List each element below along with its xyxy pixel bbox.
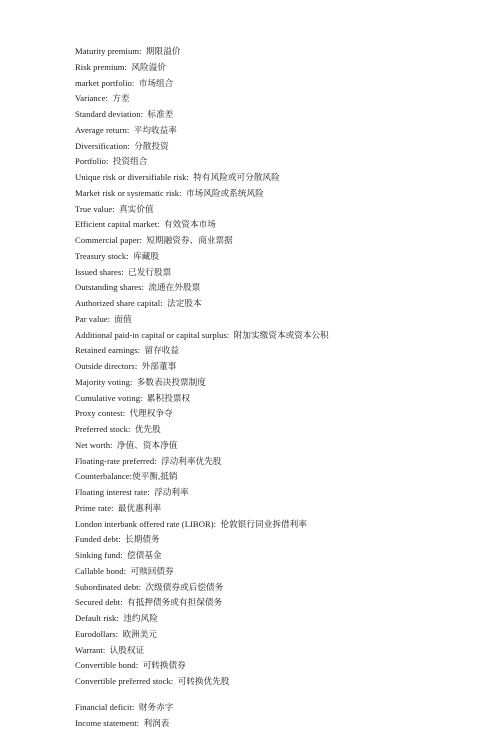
glossary-entry — [75, 485, 475, 501]
glossary-term: Standard deviation — [75, 109, 141, 119]
glossary-definition: 附加实缴资本或资本公积 — [234, 330, 329, 340]
glossary-definition: 净值、资本净值 — [117, 440, 178, 450]
glossary-term: Par value — [75, 314, 108, 324]
glossary-separator: : — [106, 156, 113, 166]
glossary-term: True value — [75, 204, 112, 214]
glossary-term: Portfolio — [75, 156, 106, 166]
glossary-definition: 可转换债券 — [143, 660, 186, 670]
glossary-entry — [75, 548, 475, 564]
glossary-term: Retained earnings — [75, 345, 138, 355]
glossary-separator: : — [128, 424, 135, 434]
glossary-entry — [75, 643, 475, 659]
glossary-entry — [75, 406, 475, 422]
glossary-definition: 法定股本 — [167, 298, 202, 308]
glossary-term: Income statement — [75, 718, 137, 728]
glossary-term: Outside directors — [75, 361, 135, 371]
glossary-definition: 最优惠利率 — [118, 503, 161, 513]
glossary-entry — [75, 611, 475, 627]
glossary-definition: 认股权证 — [110, 645, 145, 655]
glossary-list — [75, 44, 475, 731]
glossary-entry — [75, 76, 475, 92]
glossary-term: London interbank offered rate (LIBOR) — [75, 519, 214, 529]
glossary-entry — [75, 249, 475, 265]
glossary-entry — [75, 375, 475, 391]
glossary-definition: 有抵押债务或有担保债务 — [127, 597, 222, 607]
glossary-entry — [75, 280, 475, 296]
glossary-definition: 违约风险 — [123, 613, 158, 623]
glossary-definition: 使平衡,抵销 — [132, 471, 177, 481]
glossary-definition: 市场风险或系统风险 — [186, 188, 264, 198]
glossary-term: Risk premium — [75, 62, 125, 72]
glossary-definition: 库藏股 — [133, 251, 159, 261]
glossary-definition: 次级债券或后偿债务 — [145, 582, 223, 592]
glossary-separator: : — [138, 345, 145, 355]
glossary-definition: 有效资本市场 — [164, 219, 216, 229]
glossary-separator: : — [112, 204, 119, 214]
glossary-separator: : — [116, 613, 123, 623]
glossary-definition: 平均收益率 — [134, 125, 177, 135]
glossary-entry — [75, 438, 475, 454]
glossary-separator: : — [127, 141, 134, 151]
glossary-entry — [75, 107, 475, 123]
glossary-separator: : — [120, 550, 127, 560]
glossary-term: Convertible bond — [75, 660, 136, 670]
glossary-term: Additional paid-in capital or capital surplus — [75, 330, 227, 340]
glossary-entry — [75, 217, 475, 233]
glossary-separator: : — [227, 330, 234, 340]
glossary-entry — [75, 580, 475, 596]
glossary-term: Cumulative voting — [75, 393, 140, 403]
glossary-entry — [75, 265, 475, 281]
glossary-term: Variance — [75, 93, 105, 103]
glossary-entry — [75, 422, 475, 438]
glossary-definition: 分散投资 — [134, 141, 169, 151]
glossary-entry — [75, 312, 475, 328]
glossary-separator: : — [136, 660, 143, 670]
glossary-definition: 可赎回债券 — [130, 566, 173, 576]
glossary-entry — [75, 700, 475, 716]
glossary-separator: : — [132, 702, 139, 712]
glossary-term: Authorized share capital — [75, 298, 160, 308]
glossary-separator: : — [186, 172, 193, 182]
glossary-definition: 多数表决投票制度 — [137, 377, 206, 387]
glossary-separator: : — [135, 361, 142, 371]
glossary-term: Majority voting — [75, 377, 130, 387]
glossary-term: Unique risk or diversifiable risk — [75, 172, 186, 182]
glossary-term: Counterbalance — [75, 471, 130, 481]
glossary-term: market portfolio — [75, 78, 132, 88]
glossary-entry — [75, 674, 475, 690]
glossary-entry — [75, 658, 475, 674]
glossary-entry — [75, 154, 475, 170]
glossary-definition: 代理权争夺 — [130, 408, 173, 418]
glossary-term: Callable bond — [75, 566, 124, 576]
glossary-separator: : — [124, 566, 131, 576]
glossary-definition: 特有风险或可分散风险 — [193, 172, 279, 182]
glossary-separator: : — [111, 503, 118, 513]
glossary-term: Efficient capital market — [75, 219, 157, 229]
glossary-term: Eurodollars — [75, 629, 116, 639]
glossary-separator: : — [142, 282, 149, 292]
glossary-separator: : — [120, 597, 127, 607]
glossary-entry — [75, 343, 475, 359]
glossary-entry — [75, 328, 475, 344]
glossary-term: Commercial paper — [75, 235, 140, 245]
glossary-definition: 浮动利率 — [154, 487, 189, 497]
glossary-entry — [75, 123, 475, 139]
glossary-separator: : — [108, 314, 115, 324]
glossary-term: Diversification — [75, 141, 127, 151]
glossary-separator: : — [130, 471, 132, 481]
glossary-separator: : — [103, 645, 110, 655]
glossary-separator: : — [141, 109, 148, 119]
glossary-separator: : — [137, 718, 144, 728]
glossary-term: Floating interest rate — [75, 487, 147, 497]
glossary-entry — [75, 233, 475, 249]
glossary-entry — [75, 91, 475, 107]
glossary-definition: 浮动利率优先股 — [161, 456, 222, 466]
glossary-separator: : — [123, 408, 130, 418]
glossary-definition: 伦敦银行同业拆借利率 — [221, 519, 307, 529]
glossary-term: Treasury stock — [75, 251, 126, 261]
glossary-entry — [75, 186, 475, 202]
glossary-term: Warrant — [75, 645, 103, 655]
glossary-definition: 长期债务 — [125, 534, 160, 544]
glossary-entry — [75, 501, 475, 517]
glossary-separator: : — [105, 93, 112, 103]
glossary-separator: : — [132, 78, 139, 88]
glossary-definition: 外部董事 — [142, 361, 177, 371]
glossary-definition: 市场组合 — [139, 78, 174, 88]
glossary-separator: : — [171, 676, 178, 686]
glossary-definition: 标准差 — [147, 109, 173, 119]
glossary-entry — [75, 296, 475, 312]
glossary-entry — [75, 139, 475, 155]
glossary-separator: : — [116, 629, 123, 639]
glossary-term: Financial deficit — [75, 702, 132, 712]
glossary-separator: : — [125, 62, 132, 72]
glossary-definition: 短期融资券、商业票据 — [146, 235, 232, 245]
glossary-term: Market risk or systematic risk — [75, 188, 179, 198]
glossary-entry — [75, 517, 475, 533]
glossary-separator: : — [121, 267, 128, 277]
glossary-term: Prime rate — [75, 503, 111, 513]
glossary-separator: : — [110, 440, 117, 450]
glossary-definition: 利润表 — [144, 718, 170, 728]
glossary-separator: : — [140, 393, 147, 403]
glossary-separator: : — [157, 219, 164, 229]
glossary-separator: : — [179, 188, 186, 198]
glossary-term: Maturity premium — [75, 46, 139, 56]
glossary-term: Floating-rate preferred — [75, 456, 154, 466]
glossary-separator: : — [147, 487, 154, 497]
glossary-entry — [75, 595, 475, 611]
glossary-entry — [75, 202, 475, 218]
glossary-definition: 投资组合 — [113, 156, 148, 166]
glossary-term: Proxy contest — [75, 408, 123, 418]
glossary-separator: : — [160, 298, 167, 308]
glossary-definition: 方差 — [112, 93, 129, 103]
glossary-definition: 风险溢价 — [131, 62, 166, 72]
glossary-term: Average return — [75, 125, 127, 135]
glossary-entry — [75, 391, 475, 407]
glossary-entry — [75, 532, 475, 548]
glossary-definition: 面值 — [115, 314, 132, 324]
glossary-term: Default risk — [75, 613, 116, 623]
glossary-separator: : — [118, 534, 125, 544]
glossary-term: Preferred stock — [75, 424, 128, 434]
glossary-entry — [75, 564, 475, 580]
glossary-definition: 优先股 — [135, 424, 161, 434]
glossary-term: Subordinated debt — [75, 582, 139, 592]
glossary-definition: 偿债基金 — [127, 550, 162, 560]
glossary-separator: : — [127, 125, 134, 135]
glossary-separator: : — [214, 519, 221, 529]
glossary-entry — [75, 44, 475, 60]
glossary-separator: : — [154, 456, 161, 466]
glossary-entry — [75, 170, 475, 186]
glossary-definition: 累积投票权 — [147, 393, 190, 403]
glossary-definition: 欧洲美元 — [123, 629, 158, 639]
glossary-separator: : — [130, 377, 137, 387]
glossary-definition: 流通在外股票 — [148, 282, 200, 292]
glossary-term: Sinking fund — [75, 550, 120, 560]
glossary-definition: 已发行股票 — [128, 267, 171, 277]
glossary-definition: 留存收益 — [145, 345, 180, 355]
glossary-separator: : — [140, 235, 147, 245]
glossary-separator: : — [139, 582, 146, 592]
glossary-entry — [75, 454, 475, 470]
glossary-definition: 可转换优先股 — [178, 676, 230, 686]
glossary-entry — [75, 469, 475, 485]
glossary-entry — [75, 716, 475, 731]
glossary-definition: 真实价值 — [119, 204, 154, 214]
glossary-entry — [75, 627, 475, 643]
glossary-term: Convertible preferred stock — [75, 676, 171, 686]
glossary-definition: 财务赤字 — [139, 702, 174, 712]
glossary-entry — [75, 60, 475, 76]
glossary-term: Funded debt — [75, 534, 118, 544]
glossary-entry — [75, 359, 475, 375]
glossary-separator: : — [139, 46, 146, 56]
glossary-term: Issued shares — [75, 267, 121, 277]
glossary-term: Net worth — [75, 440, 110, 450]
glossary-term: Secured debt — [75, 597, 120, 607]
glossary-separator: : — [126, 251, 133, 261]
glossary-term: Outstanding shares — [75, 282, 142, 292]
glossary-definition: 期限溢价 — [146, 46, 181, 56]
